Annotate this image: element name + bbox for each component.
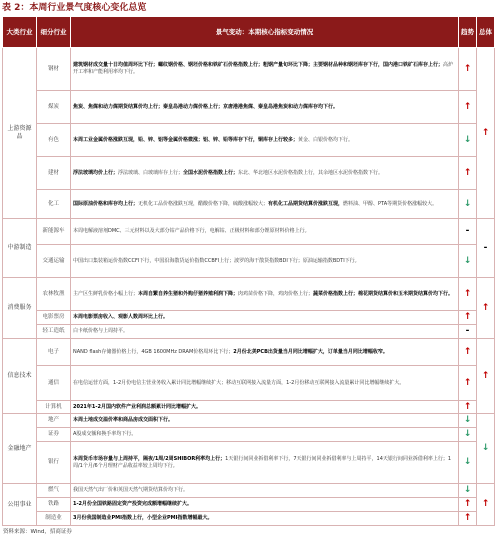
major-category-cell: 中游制造 (3, 219, 37, 278)
header-trend: 趋势 (459, 17, 477, 48)
sub-industry-cell: 证券 (37, 428, 71, 442)
header-major: 大类行业 (3, 17, 37, 48)
sub-industry-cell: 铁路 (37, 498, 71, 512)
sub-industry-cell: 计算机 (37, 401, 71, 414)
table-row (3, 401, 495, 414)
indicator-text-segment: 主产区生鲜乳价格小幅上行； (73, 290, 139, 297)
overall-trend-arrow: ↑ (477, 339, 495, 414)
trend-arrow: ↑ (459, 91, 477, 124)
table-row (3, 124, 495, 157)
indicator-text-segment: 1天银行间同业拆借利率下行，7天银行间同业拆借利率与上周持平，14天银行间同业拆借利率上行；1周/1个月/6个月理财产品收益率较上周均下行。 (73, 455, 452, 469)
trend-arrow: ↑ (459, 278, 477, 311)
sub-industry-cell: 电子 (37, 339, 71, 366)
indicator-text-cell (71, 366, 459, 401)
indicator-text-segment: 中国出口集装箱运价指数CCFI下行，中国沿海散货运价指数CCBFI上行；波罗的海干散货指数BDI下行；原油运输指数BDTI下行。 (73, 257, 360, 264)
table-row (3, 219, 495, 245)
indicator-text-segment: 2月份北美PCB出货量当月同比增幅扩大，订单量当月同比增幅收窄。 (233, 348, 388, 355)
table-row (3, 414, 495, 428)
indicator-text-cell (71, 157, 459, 190)
table-row (3, 91, 495, 124)
trend-arrow: - (459, 219, 477, 245)
indicator-text-cell (71, 339, 459, 366)
table-title: 表 2：本周行业景气度核心变化总览 (2, 3, 147, 13)
table-row (3, 428, 495, 442)
industry-overview-table (2, 16, 495, 526)
trend-arrow: ↑ (459, 48, 477, 91)
indicator-text-cell (71, 245, 459, 278)
indicator-text-cell (71, 190, 459, 219)
indicator-text-cell (71, 512, 459, 526)
indicator-text-segment: 在电信运营方面，1-2月份电信主营业务收入累计同比增幅继续扩大；移动互联网接入流量方面，1-2月份移动互联网接入流量累计同比增幅继续扩大。 (73, 379, 405, 386)
header-overall: 总体 (477, 17, 495, 48)
indicator-text-segment: 本周自繁自养生猪和外购仔猪养殖利润下降； (138, 290, 239, 297)
indicator-text-segment: 1-2月份全国铁路固定资产投资完成额增幅继续扩大。 (73, 501, 193, 508)
table-row (3, 278, 495, 311)
indicator-text-cell (71, 442, 459, 484)
overall-trend-arrow: - (477, 219, 495, 278)
indicator-text-segment: 2021年1-2月国内软件产业利润总额累计同比增幅扩大。 (73, 403, 201, 410)
trend-arrow: ↓ (459, 484, 477, 498)
table-row (3, 498, 495, 512)
table-body (3, 48, 495, 526)
sub-industry-cell: 有色 (37, 124, 71, 157)
sub-industry-cell: 煤炭 (37, 91, 71, 124)
trend-arrow: ↓ (459, 442, 477, 484)
indicator-text-cell (71, 484, 459, 498)
trend-arrow: ↑ (459, 366, 477, 401)
indicator-text-cell (71, 311, 459, 325)
table-row (3, 245, 495, 278)
sub-industry-cell: 电影票房 (37, 311, 71, 325)
indicator-text-segment: 燃料油、甲醇、PTA等期货价格涨幅较大。 (343, 200, 438, 207)
sub-industry-cell: 建材 (37, 157, 71, 190)
major-category-cell: 公用事业 (3, 484, 37, 526)
indicator-text-segment: 本周土地成交溢价率和商品房成交面积下行。 (73, 417, 174, 424)
indicator-text-segment: 建筑钢材成交量十日均值周环比下行；螺纹钢价格、钢坯价格和铁矿石价格指数上行；粗钢产量旬环比下降；主要钢材品种和钢坯库存下行，国内港口铁矿石库存上行； (73, 62, 444, 69)
sub-industry-cell: 交通运输 (37, 245, 71, 278)
trend-arrow: ↓ (459, 124, 477, 157)
major-category-cell: 上游资源品 (3, 48, 37, 219)
trend-arrow: ↑ (459, 498, 477, 512)
sub-industry-cell: 通信 (37, 366, 71, 401)
indicator-text-segment: 白卡纸价格与上周持平。 (73, 328, 129, 335)
indicator-text-cell (71, 414, 459, 428)
indicator-text-segment: 浮法玻璃、白玻璃库存上行； (118, 169, 184, 176)
table-row (3, 157, 495, 190)
table-row (3, 311, 495, 325)
major-category-cell: 金融地产 (3, 414, 37, 484)
trend-arrow: ↓ (459, 414, 477, 428)
trend-arrow: ↓ (459, 190, 477, 219)
indicator-text-segment: 全国水泥价格指数上行； (183, 169, 239, 176)
indicator-text-cell (71, 48, 459, 91)
indicator-text-cell (71, 91, 459, 124)
indicator-text-segment: 3月份我国制造业PMI指数上行，小型企业PMI指数增幅最大。 (73, 515, 213, 522)
indicator-text-segment: 本周电解液溶剂DMC、三元材料以及大部分钴产品价格下行，电解钴、正极材料和部分锂原材料价格上行。 (73, 228, 310, 235)
trend-arrow: ↑ (459, 339, 477, 366)
sub-industry-cell: 燃气 (37, 484, 71, 498)
overall-trend-arrow: ↑ (477, 48, 495, 219)
indicator-text-segment: 本周电影票房收入、观影人数周环比上行。 (73, 314, 169, 321)
indicator-text-cell (71, 278, 459, 311)
sub-industry-cell: 钢材 (37, 48, 71, 91)
overall-trend-arrow: ↑ (477, 484, 495, 526)
indicator-text-cell (71, 498, 459, 512)
major-category-cell: 信息技术 (3, 339, 37, 414)
table-row (3, 442, 495, 484)
overall-trend-arrow: ↓ (477, 414, 495, 484)
sub-industry-cell: 轻工造纸 (37, 325, 71, 339)
header-sub: 细分行业 (37, 17, 71, 48)
indicator-text-segment: 高炉开工率和产能利用率均下行。 (73, 62, 454, 75)
sub-industry-cell: 新能源车 (37, 219, 71, 245)
trend-arrow: ↑ (459, 157, 477, 190)
table-header-row (3, 17, 495, 48)
indicator-text-segment: NAND flash存储器价格上行，4GB 1600MHz DRAM价格周环比下行； (73, 348, 234, 355)
trend-arrow: ↑ (459, 512, 477, 526)
table-row (3, 48, 495, 91)
indicator-text-segment: 蔬菜价格指数上行；棉花期货结算价和玉米期货结算价均下行。 (313, 290, 454, 297)
overall-trend-arrow: ↑ (477, 278, 495, 339)
sub-industry-cell: 地产 (37, 414, 71, 428)
sub-industry-cell: 制造业 (37, 512, 71, 526)
trend-arrow: ↑ (459, 401, 477, 414)
indicator-text-segment: 本周工业金属价格涨跌互现，铅、锌、铝等金属价格微涨；铝、锌、铅等库存下行，铜库存上行较多； (73, 136, 299, 143)
table-row (3, 190, 495, 219)
indicator-text-segment: 浮法玻璃均价上行； (73, 169, 119, 176)
indicator-text-cell (71, 124, 459, 157)
table-row (3, 512, 495, 526)
table-row (3, 366, 495, 401)
trend-arrow: - (459, 325, 477, 339)
table-row (3, 339, 495, 366)
indicator-text-cell (71, 428, 459, 442)
indicator-text-cell (71, 219, 459, 245)
indicator-text-segment: 我国天然气出厂价和英国天然气期货结算价均下行。 (73, 487, 189, 494)
indicator-text-segment: 无机化工品价格涨跌互现，醋酸价格下降，硫酸涨幅较大； (138, 200, 269, 207)
major-category-cell: 消费服务 (3, 278, 37, 339)
indicator-text-cell (71, 325, 459, 339)
trend-arrow: ↓ (459, 428, 477, 442)
source-note: 资料来源：Wind，招商证券 (3, 529, 72, 535)
indicator-text-segment: 焦炭、焦煤和动力煤期货结算价均上行；秦皇岛港动力煤价格上行；京唐港港焦煤、秦皇岛港焦炭和动力煤库存均下行。 (73, 103, 339, 110)
table-row (3, 484, 495, 498)
indicator-text-segment: 黄金、白银价格均下行。 (298, 136, 354, 143)
indicator-text-segment: A股成交额和换手率均下行。 (73, 431, 137, 438)
table-row (3, 325, 495, 339)
indicator-text-segment: 本周货币市场存量与上周持平，隔夜/1周/2周SHIBOR利率均上行； (73, 455, 226, 462)
indicator-text-segment: 肉鸡苗价格下降，鸡肉价格上行； (238, 290, 314, 297)
indicator-text-segment: 有机化工品期货结算价涨跌互现， (268, 200, 344, 207)
sub-industry-cell: 农林牧渔 (37, 278, 71, 311)
indicator-text-cell (71, 401, 459, 414)
header-indicator: 景气变动：本期核心指标变动情况 (71, 17, 459, 48)
trend-arrow: ↑ (459, 311, 477, 325)
sub-industry-cell: 银行 (37, 442, 71, 484)
sub-industry-cell: 化工 (37, 190, 71, 219)
indicator-text-segment: 国际原油价格和库存均上行； (73, 200, 139, 207)
trend-arrow: ↓ (459, 245, 477, 278)
indicator-text-segment: 东北、华北地区水泥价格指数上行，其余地区水泥价格指数下行。 (238, 169, 384, 176)
